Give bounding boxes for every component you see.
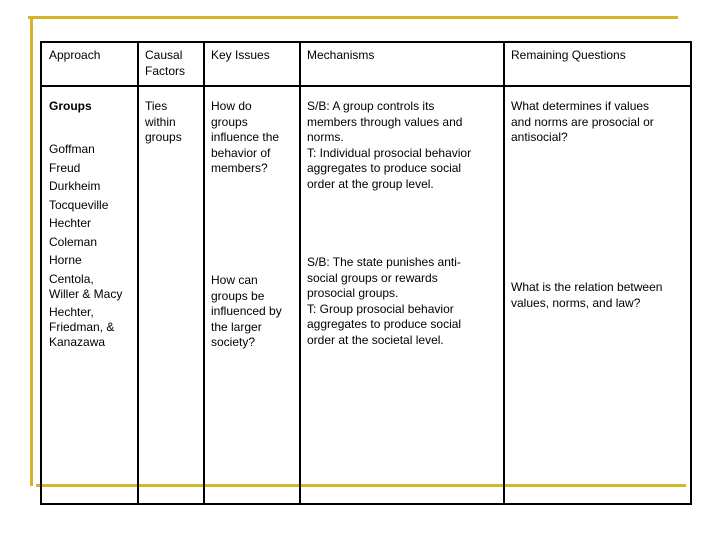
header-approach: Approach bbox=[49, 48, 101, 62]
mechanism-text: S/B: A group controls its members through values and norms. T: Individual prosocial behavior aggregates to produce social order at the group level. bbox=[307, 99, 472, 191]
header-causal-cell bbox=[138, 42, 204, 86]
author-list bbox=[49, 142, 122, 350]
header-causal-factors: Causal Factors bbox=[145, 48, 186, 78]
groups-row bbox=[41, 86, 691, 504]
key-issue-text: How do groups influence the behavior of members? bbox=[211, 99, 280, 175]
author-name: Hechter bbox=[49, 216, 92, 230]
author-name: Goffman bbox=[49, 142, 95, 156]
header-key-cell bbox=[204, 42, 300, 86]
approach-title: Groups bbox=[49, 99, 92, 113]
approach-cell bbox=[41, 86, 138, 504]
author-name: Centola, Willer & Macy bbox=[49, 271, 123, 301]
comparison-table bbox=[40, 41, 692, 505]
author-name: Horne bbox=[49, 253, 82, 267]
remaining-cell bbox=[504, 86, 691, 504]
author-name: Durkheim bbox=[49, 179, 101, 193]
remaining-question-text: What determines if values and norms are prosocial or antisocial? bbox=[511, 99, 654, 144]
header-mech-cell bbox=[300, 42, 504, 86]
mechanism-text: S/B: The state punishes anti- social groups or rewards prosocial groups. T: Group prosocial behavior aggregates to produce social order at the societal level. bbox=[307, 255, 462, 347]
author-name: Hechter, Friedman, & Kanazawa bbox=[49, 305, 115, 349]
header-remaining-questions: Remaining Questions bbox=[511, 48, 626, 62]
header-approach-cell bbox=[41, 42, 138, 86]
author-name: Tocqueville bbox=[49, 197, 109, 212]
causal-factor-text: Ties within groups bbox=[145, 99, 182, 144]
header-remaining-cell bbox=[504, 42, 691, 86]
causal-cell bbox=[138, 86, 204, 504]
key-issues-cell bbox=[204, 86, 300, 504]
header-key-issues: Key Issues bbox=[211, 48, 270, 62]
remaining-question-text: What is the relation between values, norms, and law? bbox=[511, 280, 663, 310]
author-name: Freud bbox=[49, 160, 81, 175]
header-row bbox=[41, 42, 691, 86]
header-mechanisms: Mechanisms bbox=[307, 48, 375, 62]
author-name: Coleman bbox=[49, 234, 98, 249]
mechanisms-cell bbox=[300, 86, 504, 504]
accent-line-left bbox=[30, 16, 33, 486]
key-issue-text: How can groups be influenced by the larger society? bbox=[211, 273, 282, 349]
accent-line-top bbox=[28, 16, 678, 19]
